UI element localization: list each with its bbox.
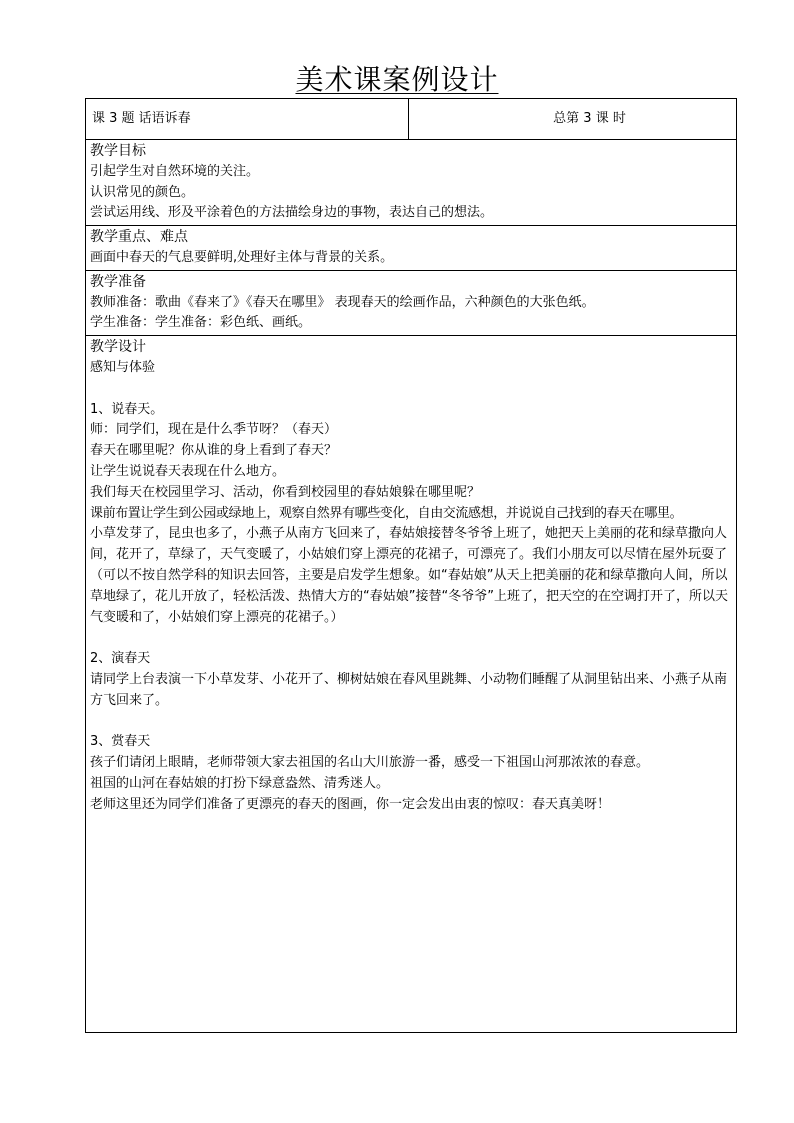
objectives-heading: 教学目标 — [90, 143, 146, 159]
document-title — [0, 58, 794, 98]
lesson-topic-cell: 课 3 题 话语诉春 — [86, 99, 409, 140]
section-1-paragraph: 课前布置让学生到公园或绿地上，观察自然界有哪些变化，自由交流感想，并说说自己找到的春天在哪里。 — [90, 505, 683, 521]
section-1-paragraph: 春天在哪里呢？你从谁的身上看到了春天？ — [90, 443, 338, 459]
section-2-title: 2、演春天 — [90, 651, 151, 667]
objectives-row — [86, 140, 737, 226]
document-title-text: 美术课案例设计 — [295, 63, 499, 96]
keypoints-cell — [86, 226, 737, 271]
student-preparation: 学生准备：学生准备：彩色纸、画纸。 — [90, 315, 312, 331]
keypoints-row — [86, 226, 737, 271]
objective-line: 引起学生对自然环境的关注。 — [90, 163, 260, 179]
design-cell — [86, 336, 737, 1033]
design-intro: 感知与体验 — [90, 359, 156, 375]
keypoint-line: 画面中春天的气息要鲜明,处理好主体与背景的关系。 — [90, 249, 394, 265]
section-1-paragraph: 让学生说说春天表现在什么地方。 — [90, 463, 286, 479]
section-3-title: 3、赏春天 — [90, 734, 151, 750]
preparation-cell — [86, 270, 737, 335]
objective-line: 认识常见的颜色。 — [90, 184, 195, 200]
design-heading: 教学设计 — [90, 339, 146, 356]
section-3-paragraph: 老师这里还为同学们准备了更漂亮的春天的图画，你一定会发出由衷的惊叹：春天真美呀！ — [90, 796, 611, 812]
section-1-title: 1、说春天。 — [90, 401, 164, 417]
section-3-paragraph: 祖国的山河在春姑娘的打扮下绿意盎然、清秀迷人。 — [90, 775, 390, 791]
section-1-paragraph: 我们每天在校园里学习、活动，你看到校园里的春姑娘躲在哪里呢？ — [90, 484, 481, 500]
section-1-paragraph: 师：同学们，现在是什么季节呀？（春天） — [90, 422, 338, 438]
preparation-row — [86, 270, 737, 335]
objective-line: 尝试运用线、形及平涂着色的方法描绘身边的事物，表达自己的想法。 — [90, 205, 494, 221]
keypoints-heading: 教学重点、难点 — [90, 229, 188, 246]
objectives-cell — [86, 140, 737, 226]
section-1-paragraph: 小草发芽了，昆虫也多了，小燕子从南方飞回来了，春姑娘接替冬爷爷上班了，她把天上美丽的花和绿草撒向人间，花开了，草绿了，天气变暖了，小姑娘们穿上漂亮的花裙子，可漂亮了。我们小朋友可以尽情在屋外玩耍了 — [90, 526, 728, 563]
blank-line — [90, 628, 732, 649]
teacher-preparation: 教师准备：歌曲《春来了》《春天在哪里》 表现春天的绘画作品，六种颜色的大张色纸。 — [90, 294, 595, 310]
lesson-period-cell: 总第 3 课 时 — [409, 99, 737, 140]
design-row — [86, 336, 737, 1033]
preparation-heading: 教学准备 — [90, 273, 146, 290]
section-2-paragraph: 请同学上台表演一下小草发芽、小花开了、柳树姑娘在春风里跳舞、小动物们睡醒了从洞里钻出来、小燕子从南方飞回来了。 — [90, 671, 728, 708]
lesson-table — [85, 98, 737, 1033]
header-row — [86, 99, 737, 140]
blank-line — [90, 379, 732, 400]
section-1-paragraph: （可以不按自然学科的知识去回答，主要是启发学生想象。如“春姑娘”从天上把美丽的花和绿草撒向人间，所以草地绿了，花儿开放了，轻松活泼、热情大方的“春姑娘”接替“冬爷爷”上班了，把天空的在空调打开了，所以天气变暖和了，小姑娘们穿上漂亮的花裙子。） — [90, 567, 728, 625]
blank-line — [90, 712, 732, 733]
section-3-paragraph: 孩子们请闭上眼睛，老师带领大家去祖国的名山大川旅游一番，感受一下祖国山河那浓浓的春意。 — [90, 755, 650, 771]
